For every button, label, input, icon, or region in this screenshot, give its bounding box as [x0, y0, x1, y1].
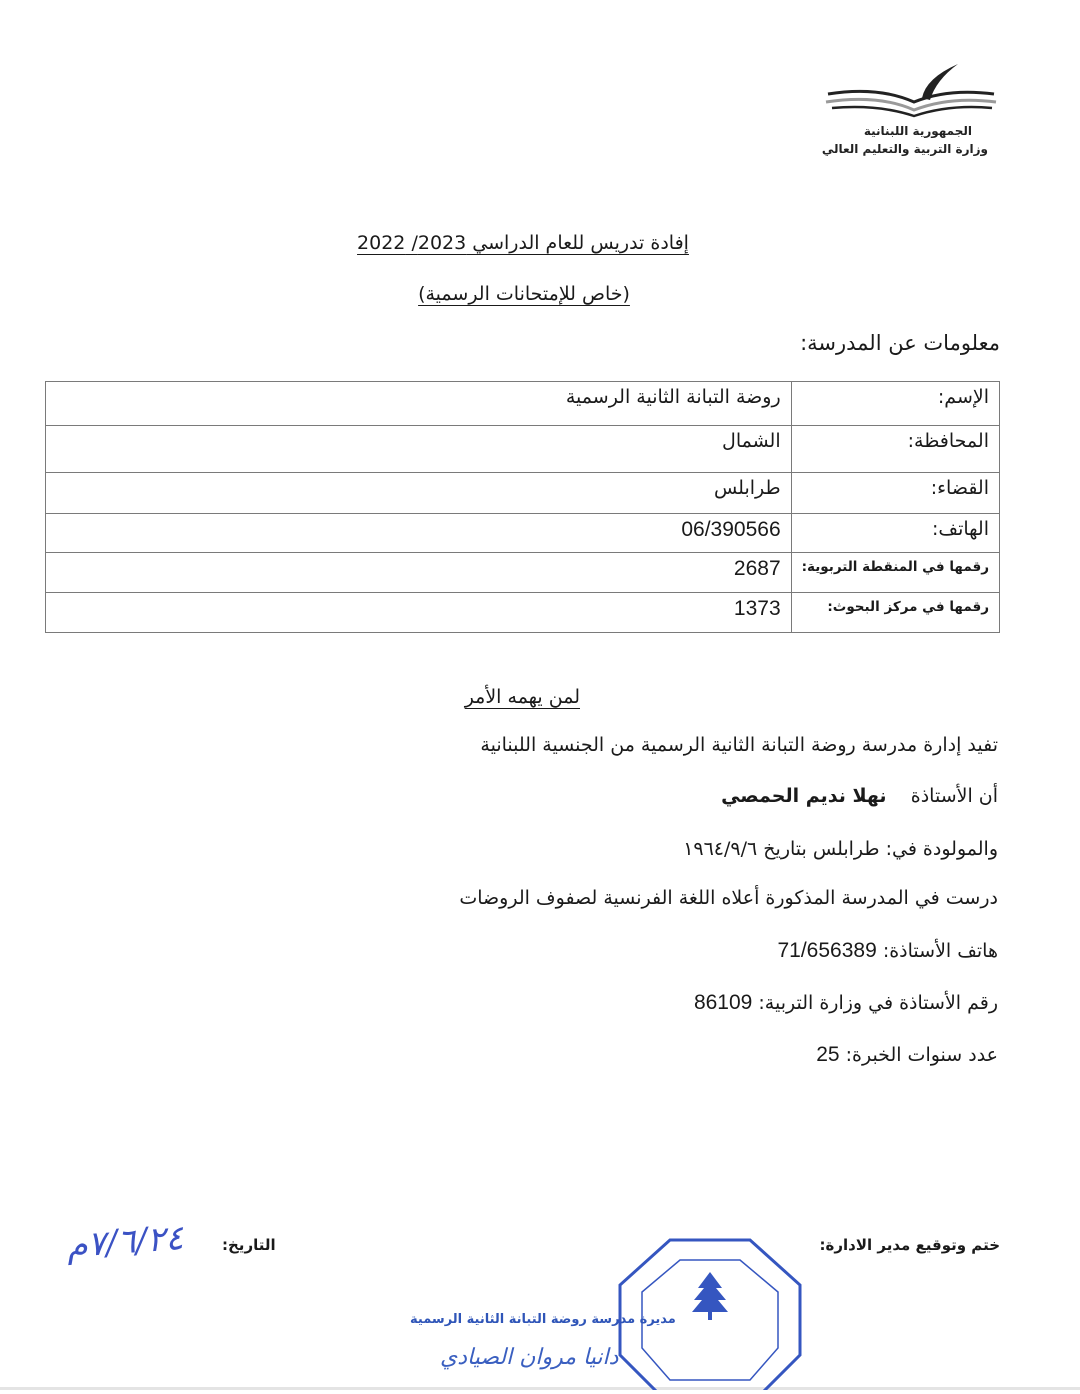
row-label: الإسم:: [791, 382, 999, 426]
teacher-phone-label: هاتف الأستاذة:: [882, 940, 998, 962]
row-label: المحافظة:: [791, 426, 999, 473]
handwritten-date: ٧/٦/٢٤م: [65, 1217, 185, 1267]
ministry-number-line: [694, 991, 998, 1015]
date-label: التاريخ:: [222, 1236, 276, 1254]
logo-republic-text: الجمهورية اللبنانية: [863, 124, 972, 138]
row-value: 1373: [46, 593, 792, 633]
official-stamp: [610, 1230, 810, 1390]
signature-label: ختم وتوقيع مدير الادارة:: [819, 1236, 1000, 1254]
table-row: [46, 553, 1000, 593]
to-whom-heading: لمن يهمه الأمر: [464, 686, 580, 708]
ministry-number-label: رقم الأستاذة في وزارة التربية:: [758, 992, 998, 1014]
document-subtitle: (خاص للإمتحانات الرسمية): [418, 283, 630, 305]
certificate-line-2: [721, 785, 998, 807]
teacher-phone-line: [777, 939, 998, 963]
teacher-name: نهلا نديم الحمصي: [721, 785, 887, 807]
table-row: [46, 426, 1000, 473]
experience-line: [816, 1043, 998, 1067]
table-row: [46, 514, 1000, 553]
teacher-phone-value: 71/656389: [777, 939, 877, 962]
experience-label: عدد سنوات الخبرة:: [845, 1044, 998, 1066]
certificate-line-4: درست في المدرسة المذكورة أعلاه اللغة الفرنسية لصفوف الروضات: [459, 887, 998, 909]
row-value: 06/390566: [46, 514, 792, 553]
ministry-number-value: 86109: [693, 991, 753, 1014]
row-label: رقمها في مركز البحوث:: [791, 593, 999, 633]
school-info-label: معلومات عن المدرسة:: [800, 331, 1000, 355]
row-value: 2687: [46, 553, 792, 593]
row-label: القضاء:: [791, 473, 999, 514]
stamp-seal: [610, 1230, 810, 1390]
document-title: إفادة تدريس للعام الدراسي 2023/ 2022: [357, 232, 689, 254]
logo-ministry-text: وزارة التربية والتعليم العالي: [821, 142, 988, 156]
table-row: [46, 382, 1000, 426]
stamp-title: مديرة مدرسة روضة التبانة الثانية الرسمية: [410, 1312, 676, 1327]
row-value: طرابلس: [46, 473, 792, 514]
row-value: روضة التبانة الثانية الرسمية: [46, 382, 792, 426]
row-label: رقمها في المنقطة التربوية:: [791, 553, 999, 593]
open-book-icon: [818, 58, 1004, 122]
experience-value: 25: [816, 1043, 840, 1066]
table-row: [46, 593, 1000, 633]
row-label: الهاتف:: [791, 514, 999, 553]
school-info-table: [45, 381, 1000, 633]
certificate-line-3: والمولودة في: طرابلس بتاريخ ١٩٦٤/٩/٦: [683, 838, 998, 860]
row-value: الشمال: [46, 426, 792, 473]
table-row: [46, 473, 1000, 514]
cedar-tree-icon: [692, 1272, 728, 1320]
ministry-logo: [818, 58, 1004, 168]
director-signature: دانيا مروان الصيادي: [440, 1345, 619, 1370]
certificate-line-1: تفيد إدارة مدرسة روضة التبانة الثانية الرسمية من الجنسية اللبنانية: [480, 734, 998, 756]
teacher-prefix: أن الأستاذة: [910, 785, 998, 807]
